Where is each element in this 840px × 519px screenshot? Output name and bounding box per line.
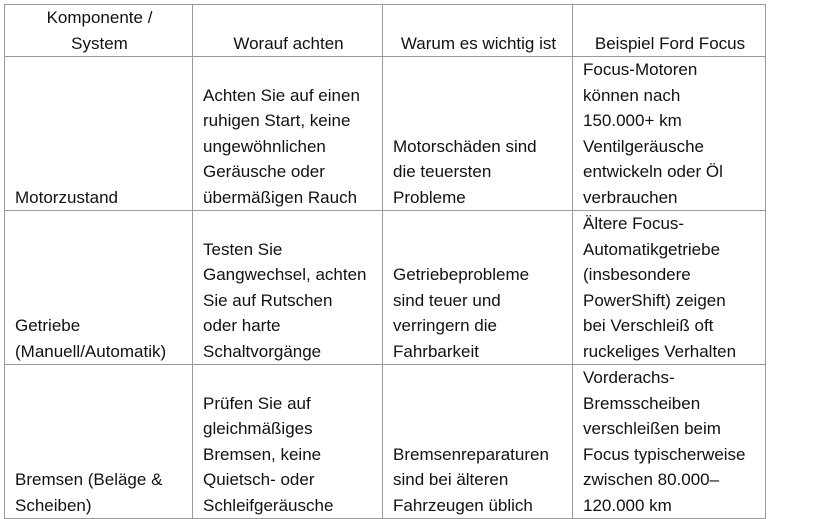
- cell-component: Getriebe (Manuell/Automatik): [5, 211, 193, 365]
- cell-focus-example: Ältere Focus- Automatikgetriebe (insbesondere PowerShift) zeigen bei Verschleiß oft ruckeliges Verhalten: [573, 211, 766, 365]
- header-focus-example: Beispiel Ford Focus: [573, 5, 766, 57]
- table-row-transmission: [5, 211, 766, 365]
- cell-what-to-check: Achten Sie auf einen ruhigen Start, keine ungewöhnlichen Geräusche oder übermäßigen Rauch: [193, 57, 383, 211]
- cell-focus-example: Vorderachs- Bremsscheiben verschleißen beim Focus typischerweise zwischen 80.000– 120.000 km: [573, 365, 766, 519]
- cell-what-to-check: Prüfen Sie auf gleichmäßiges Bremsen, keine Quietsch- oder Schleifgeräusche: [193, 365, 383, 519]
- cell-focus-example: Focus-Motoren können nach 150.000+ km Ventilgeräusche entwickeln oder Öl verbrauchen: [573, 57, 766, 211]
- table-row-brakes: [5, 365, 766, 519]
- header-row: [5, 5, 766, 57]
- cell-component: Motorzustand: [5, 57, 193, 211]
- header-why-important: Warum es wichtig ist: [383, 5, 573, 57]
- header-component: Komponente / System: [5, 5, 193, 57]
- cell-component: Bremsen (Beläge & Scheiben): [5, 365, 193, 519]
- table-row-engine: [5, 57, 766, 211]
- cell-what-to-check: Testen Sie Gangwechsel, achten Sie auf Rutschen oder harte Schaltvorgänge: [193, 211, 383, 365]
- cell-why-important: Motorschäden sind die teuersten Probleme: [383, 57, 573, 211]
- cell-why-important: Getriebeprobleme sind teuer und verringern die Fahrbarkeit: [383, 211, 573, 365]
- inspection-table: [4, 4, 766, 519]
- cell-why-important: Bremsenreparaturen sind bei älteren Fahrzeugen üblich: [383, 365, 573, 519]
- header-what-to-check: Worauf achten: [193, 5, 383, 57]
